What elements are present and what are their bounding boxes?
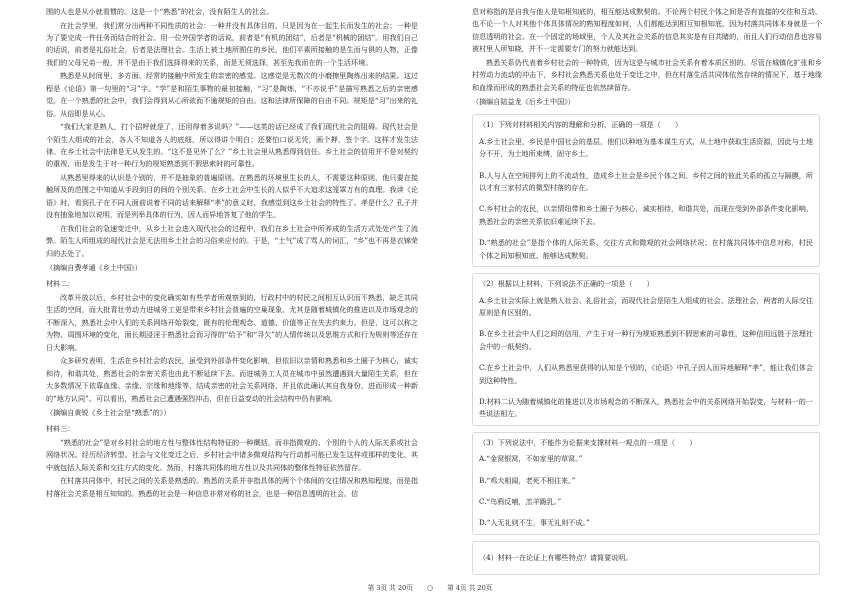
left-paragraph: 熟悉是从时间里、多方面、经常的接触中所发生的亲密的感觉。这感觉是无数次的小磨擦里陶炼出来的结果。这过程是《论语》第一句里的“习”字。“学”是和陌生事物的最初接触，“习”是陶炼，“不亦说乎”是描写熟悉之后的亲密感觉。在一个熟悉的社会中，我们会得到从心所欲而不逾规矩的自由。这和法律所保障的自由不同。规矩是“习”出来的礼俗。从俗即是从心。 [46, 71, 418, 118]
question-4-stem: （4）材料一在论证上有哪些特点？请简要说明。 [479, 552, 633, 562]
material-3-paragraph: 在村落共同体中，村民之间的关系是熟悉的。熟悉的关系并非指具体的两个个体间的交往情况和熟知程度，而是指村落社会关系是相互知知的。熟悉的社会是一种信息非常对称的社会，也是一种信息透明的社会。信 [46, 476, 418, 498]
question-1-option-a[interactable]: A.乡土社会里，乡民是中国社会的基层，他们以种地为基本谋生方式，从土地中获取生活资源，因此与土地分不开，为土地所束缚，固守乡土。 [479, 136, 813, 159]
page-number-right: 第 4页 共 20页 [447, 584, 493, 592]
left-paragraph: “我们大家是熟人，打个招呼就是了，还用得着多说吗？”——这类的话已经成了我们现代社会的阻碍。现代社会是个陌生人组成的社会，各人不知道各人的底细，所以得讲个明白；还要怕口说无凭，画个押，签个字。这样才发生法律。在乡土社会中法律是无从发生的。“这不是见外了么？”乡土社会里从熟悉得到信任。乡土社会的信用并不是对契约的重视，而是发生于对一种行为的规矩熟悉到不假思索时的可靠性。 [46, 122, 418, 169]
question-4-box [472, 541, 820, 575]
material-3-paragraph: “熟悉的社会”是对乡村社会的地方性与整体性结构特征的一种概括，而非指微观的、个别的个人的人际关系或社会网络状况。经历经济转型、社会与文化变迁之后，乡村社会中诸多微观结构与行动都可能已发生这样或那样的变化，其中就包括人际关系和交往方式的变化。然而，村落共同体的地方性以及共同体的整体性特征依然留存。 [46, 437, 418, 472]
material-2-paragraph: 众多研究表明，生活在乡村社会的农民，虽受到外部条件变化影响，但依旧以亲情和熟悉和乡土圈子为核心，诚实和待，和谐共处，熟悉社会的亲密关系也由此不断延续下去。而进城务工人员在城市中虽然遭遇到大量陌生关系，但在大多数情况下依靠血缘、亲缘、宗缘和地缘等，结成亲密的社会关系网络，并且依此确认其自我身份，进而形成一种新的“地方认同”。可以看出，熟悉社会已遭遇强烈冲击，但在日益变动的社会结构中仍有影响。 [46, 356, 418, 403]
question-2 [472, 273, 822, 426]
right-column [472, 6, 822, 575]
question-3-stem: （3）下列说法中，不能作为论据来支撑材料一观点的一项是（ ） [479, 437, 697, 447]
question-2-option-b[interactable]: B.在乡土社会中人们之间的信用，产生于对一种行为规矩熟悉到不假思索的可靠性，这种信用远胜于法理社会中的一纸契约。 [479, 329, 813, 351]
question-2-option-a[interactable]: A.乡土社会实际上就是熟人社会、礼俗社会，而现代社会是陌生人组成的社会、法理社会，两者的人际交往原则是有区别的。 [479, 295, 813, 317]
question-3-option-c[interactable]: C.“鸟鸦反哺，羔羊跪乳。” [479, 496, 562, 506]
page-number-left: 第 3页 共 20页 [367, 584, 413, 592]
question-3-box [472, 432, 820, 535]
source-citation-2: （摘编自黄锐《乡土社会是“熟悉”的》） [46, 407, 171, 417]
material-2-paragraph: 改革开放以后，乡村社会中的变化确实如有些学者所观察到的，行政村中的村民之间相互认识而不熟悉，缺乏共同生活的空间，而大批青壮劳动力进城务工更是带来乡村社会普遍的空巢现象。尤其是随着城镇化的推进以及市场观念的不断深入，熟悉社会中人们的关系网络开始裂变，既有的伦理观念、道德、价值等正在失去约束力。但是，这可以称之为物、周围环境的变化，面长期浸淫于熟悉社会而习得的“给予”和“寻欠”的人情传统以及思维方式和行为规则等还存在日大影响。 [46, 293, 418, 352]
question-2-box [472, 273, 820, 426]
question-2-option-d[interactable]: D.材料二认为随着城镇化的推进以及市场观念的不断深入，熟悉社会中的关系网络开始裂变，与材料一的一些说法相左。 [479, 396, 813, 419]
page-separator-icon: ○ [426, 584, 434, 592]
material-2-heading: 材料二： [46, 279, 75, 289]
source-citation-1: （摘编自费孝通《乡土中国》） [46, 263, 142, 273]
question-2-option-c[interactable]: C.在乡土社会中，人们从熟悉里获得的认知是个别的，《论语》中孔子因人而异地解释“孝”，能让我们体会到这种特性。 [479, 363, 813, 385]
material-3-heading: 材料三： [46, 424, 75, 434]
question-1-stem: （1）下列对材料相关内容的理解和分析，正确的一项是（ ） [479, 120, 683, 130]
left-paragraph: 从熟悉里得来的认识是个别的，并不是抽象的普遍原则。在熟悉的环境里生长的人，不需要这种原则，他只要在接触所及的范围之中知道从手段到目的间的个别关系。在乡土社会中生长的人似乎不大追求这笼罩万有的真理。我读《论语》时，看到孔子在不同人面前说着不同的话来解释“孝”的意义时，我感觉到这乡土社会的特性了。孝是什么？孔子并没有抽象地加以说明，而是列举具体的行为，因人而异地答复了他的学生。 [46, 173, 418, 220]
page-footer [0, 582, 860, 592]
question-3-option-a[interactable]: A.“金窝银窝，不如家里的草窝。” [479, 454, 583, 464]
question-1-box [472, 114, 820, 267]
question-1-option-b[interactable]: B.人与人在空间排列上的不流动性，造成乡土社会是乡民个体之间、乡村之间的彼此关系的孤立与隔膜，所以才有三家村式的微型村落的存在。 [479, 170, 813, 193]
source-citation-3: （摘编自陆益龙《后乡土中国》） [472, 97, 575, 107]
question-3 [472, 432, 822, 535]
question-3-option-d[interactable]: D.“人无礼则不生，事无礼则不成。” [479, 518, 590, 528]
question-1-option-c[interactable]: C.乡村社会的农民，以亲情纽带和乡土圈子为核心，诚实相待，和谐共处，而现在受到外部条件变化影响，熟悉社会的亲密关系依旧难延续下去。 [479, 204, 813, 226]
right-paragraph: 熟悉关系仍代表着乡村社会的一种特质，因为这是与城市社会关系有着本质区别的。尽管在城镇化扩张和乡村劳动力流动的冲击下，乡村社会熟悉关系也处于变迁之中，但在村落生活共同体依然存续的情况下，基于地缘和血缘而形成的熟悉社会关系的特征也依然续留存。 [472, 57, 822, 92]
question-3-option-b[interactable]: B.“鸡犬相闻，老死不相往来。” [479, 475, 576, 485]
question-1-option-d[interactable]: D.“熟悉的社会”是指个体的人际关系、交往方式和微观的社会网络状况；在村落共同体中信息对称，村民个体之间知根知底、能够达成默契。 [479, 238, 813, 260]
left-paragraph: 在我们社会的急速变迁中，从乡土社会进入现代社会的过程中，我们在乡土社会中所养成的生活方式处处产生了流弊。陌生人所组成的现代社会是无法用乡土社会的习俗来应付的。于是，“土气”成了骂人的词汇，“乡”也不再是衣锦荣归的去处了。 [46, 223, 418, 258]
right-paragraph: 息对称指的是自我与他人是知根知底的，相互能达成默契的。不论两个村民个体之间是否有直接的交往和互动，也不论一个人对其他个体具体情况的熟知程度如何，人们都能达到相互知根知底，因为村落共同体本身就是一个信息透明的社会。在一个固定的场域里，个人及其社会关系的信息其实是有目共睹的，而且人们行动信息也容易被村里人所知晓，并不一定需要专门的努力就能达到。 [472, 7, 822, 54]
question-1 [472, 114, 822, 267]
question-2-stem: （2）根据以上材料，下列说法不正确的一项是（ ） [479, 279, 654, 289]
left-paragraph: 在社会学里，我们常分出两种不同性质的社会：一种并没有具体目的，只是因为在一起生长而发生的社会；一种是为了要完成一件任务而结合的社会。用一位外国学者的话说，前者是“有机的团结”，后者是“机械的团结”。用我们自己的话说，前者是礼俗社会，后者是法理社会。生活上被土地所囿住的乡民，他们平素所接触的是生而与俱的人物，正像我们的父母兄弟一般，并不是由于我们选择得来的关系，而是无须选择，甚至先我而在的一个生活环境。 [46, 20, 418, 67]
left-column [46, 6, 418, 501]
left-paragraph: 围的人也是从小就看惯的。这是一个“熟悉”的社会，没有陌生人的社会。 [46, 7, 274, 16]
